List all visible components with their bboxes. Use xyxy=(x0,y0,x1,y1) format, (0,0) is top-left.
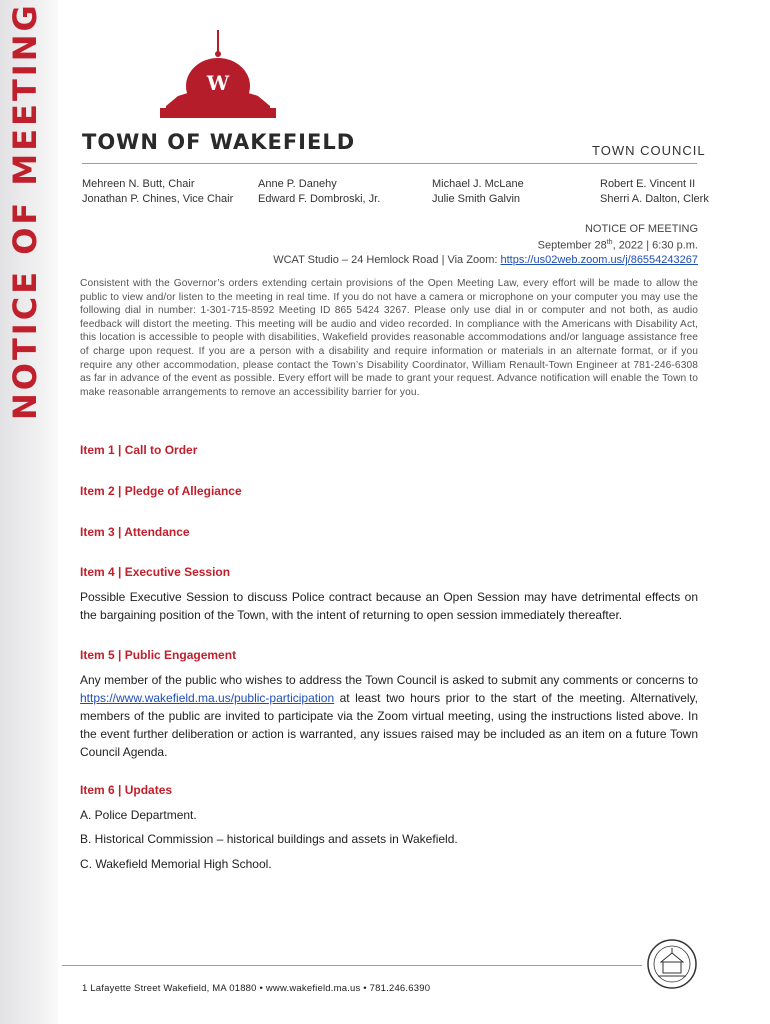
meeting-date: September 28th, 2022 | 6:30 p.m. xyxy=(537,239,698,252)
footer-divider xyxy=(62,965,642,966)
item-3-heading: Item 3 | Attendance xyxy=(80,525,190,539)
public-participation-link[interactable]: https://www.wakefield.ma.us/public-participation xyxy=(80,691,335,705)
member-column-2 xyxy=(258,177,380,207)
update-item: C. Wakefield Memorial High School. xyxy=(80,857,272,871)
member-column-3 xyxy=(432,177,524,207)
sidebar-band xyxy=(0,0,58,1024)
update-item: A. Police Department. xyxy=(80,808,197,822)
header-divider xyxy=(82,163,697,164)
item-6-heading: Item 6 | Updates xyxy=(80,783,173,797)
item-5-text: Any member of the public who wishes to address the Town Council is asked to submit any comments or concerns to https://www.wakefield.ma.us/public-participation at least two hours prior to the start of the meeting. Alternatively, members of the public are invited to participate via the Zoom virtual meeting, using the instructions listed above. In the event further deliberation or action is warranted, any issues raised may be included as an item on a future Town Council Agenda. xyxy=(80,673,698,759)
item-5-heading: Item 5 | Public Engagement xyxy=(80,648,237,662)
logo-letter: W xyxy=(206,71,230,95)
notice-title: NOTICE OF MEETING xyxy=(584,223,698,235)
member-name: Anne P. Danehy xyxy=(258,178,337,190)
member-name: Robert E. Vincent II xyxy=(600,178,696,190)
item-4-text: Possible Executive Session to discuss Police contract because an Open Session may have detrimental effects on the bargaining position of the Town, with the intent of returning to open session immediately thereafter. xyxy=(80,590,698,622)
town-seal-icon xyxy=(646,938,698,990)
department-name: TOWN COUNCIL xyxy=(592,143,706,158)
member-name: Sherri A. Dalton, Clerk xyxy=(600,193,709,205)
meeting-location: WCAT Studio – 24 Hemlock Road | Via Zoom: https://us02web.zoom.us/j/86554243267 xyxy=(273,253,698,266)
member-name: Michael J. McLane xyxy=(432,178,524,190)
meeting-notice xyxy=(273,222,698,267)
member-column-1 xyxy=(82,177,233,207)
member-name: Julie Smith Galvin xyxy=(432,193,521,205)
zoom-link[interactable]: https://us02web.zoom.us/j/86554243267 xyxy=(500,253,698,266)
town-name: TOWN OF WAKEFIELD xyxy=(82,130,356,154)
item-2-heading: Item 2 | Pledge of Allegiance xyxy=(80,484,242,498)
footer-address: 1 Lafayette Street Wakefield, MA 01880 • www.wakefield.ma.us • 781.246.6390 xyxy=(82,983,431,994)
member-name: Jonathan P. Chines, Vice Chair xyxy=(82,193,234,205)
member-name: Mehreen N. Butt, Chair xyxy=(82,178,195,190)
member-column-4 xyxy=(600,177,709,207)
item-1-heading: Item 1 | Call to Order xyxy=(80,443,198,457)
sidebar-title: NOTICE OF MEETING xyxy=(6,2,44,420)
update-item: B. Historical Commission – historical buildings and assets in Wakefield. xyxy=(80,832,458,846)
item-4-heading: Item 4 | Executive Session xyxy=(80,565,231,579)
intro-paragraph: Consistent with the Governor’s orders extending certain provisions of the Open Meeting Law, every effort will be made to allow the public to view and/or listen to the meeting in real time. If you do not have a camera or microphone on your computer you may use the following dial in number: 1-301-715-8592 Meeting ID 865 5424 3267. Please only use dial in or computer and not both, as audio feedback will distort the meeting. This meeting will be audio and video recorded. In compliance with the Americans with Disability Act, this location is accessible to people with disabilities, Wakefield provides reasonable accommodations and/or language assistance free of charge upon request. If you are a person with a disability and require information or materials in an alternate format, or if you require any other accommodation, please contact the Town’s Disability Coordinator, William Renault-Town Engineer at 781-246-6308 as far in advance of the event as possible. Every effort will be made to grant your request. Advance notification will enable the Town to make reasonable arrangements to remove an accessibility barrier for you. xyxy=(80,278,698,398)
member-name: Edward F. Dombroski, Jr. xyxy=(258,193,381,205)
town-logo xyxy=(158,30,294,126)
